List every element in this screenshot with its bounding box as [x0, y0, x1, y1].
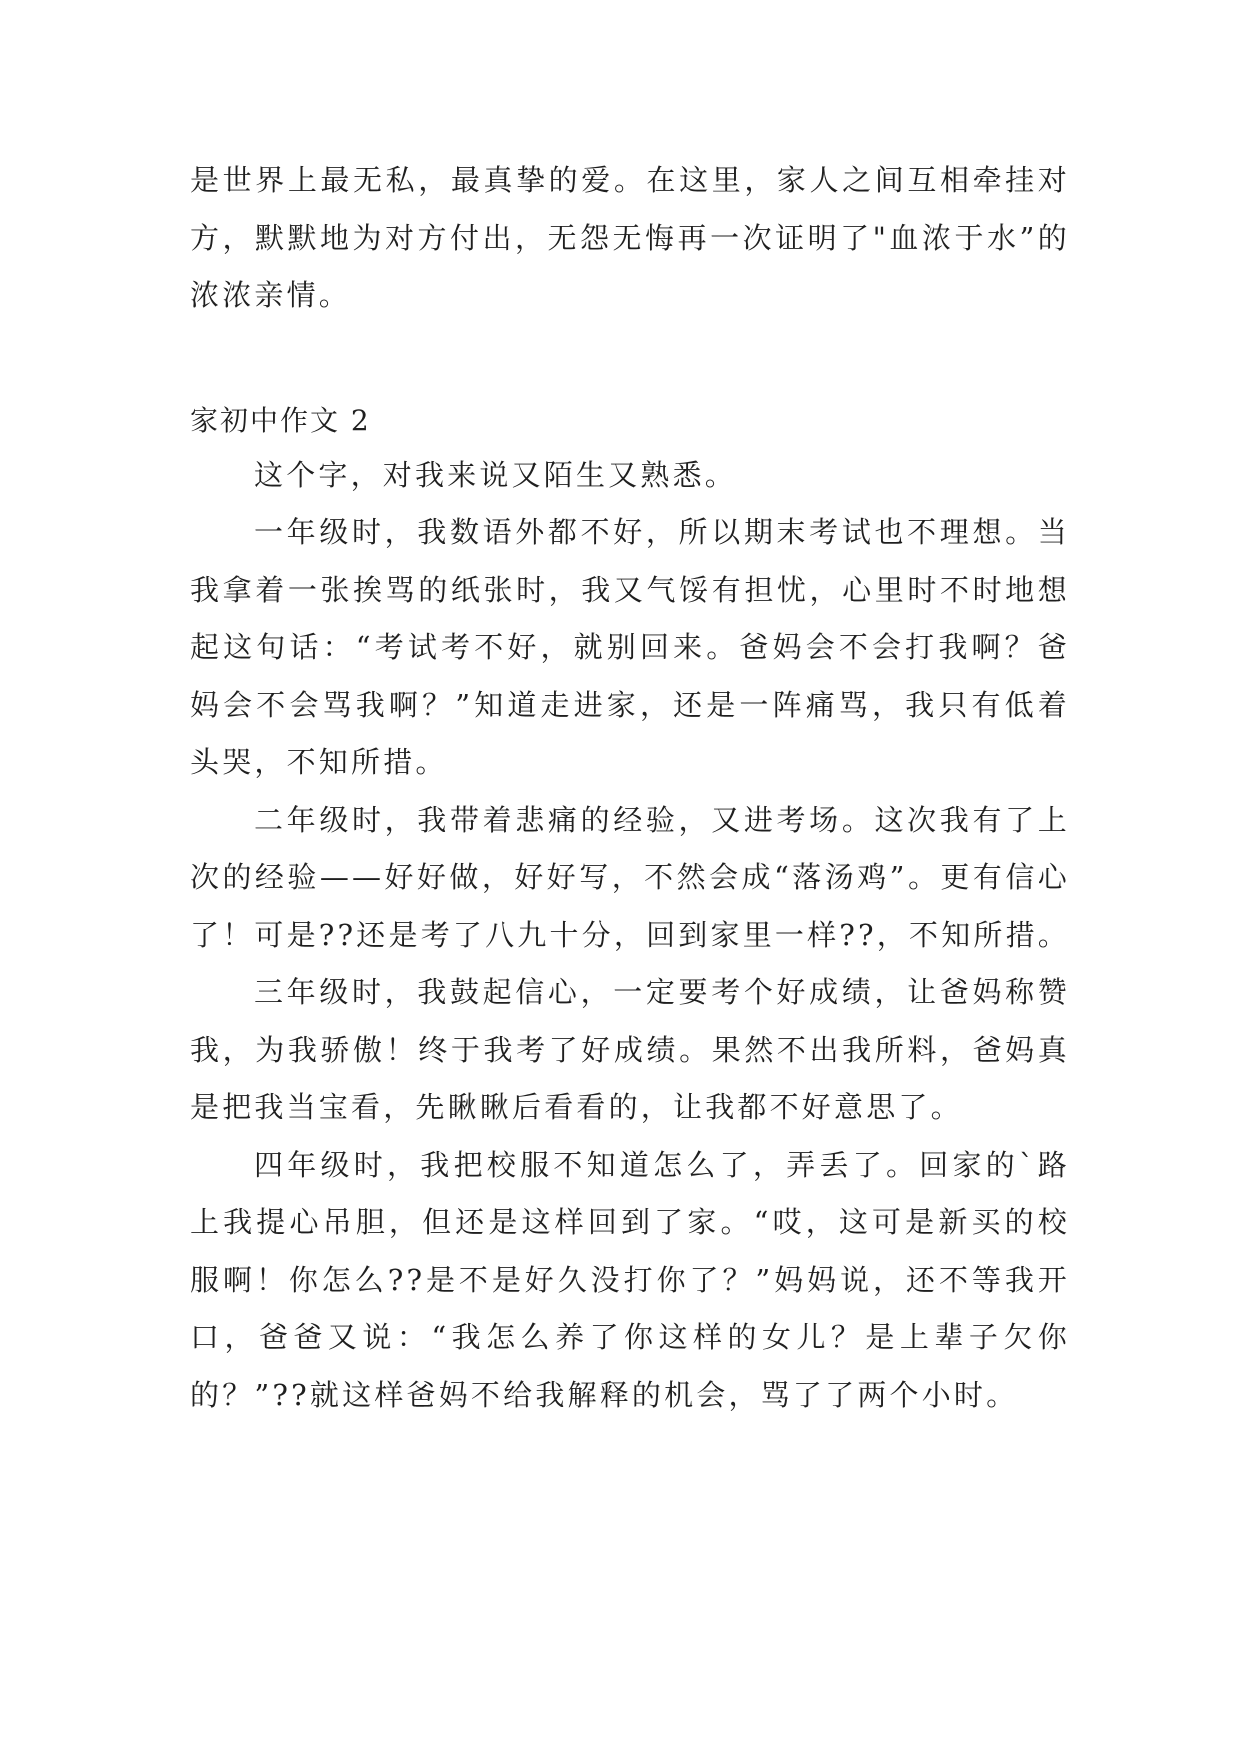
- intro-paragraph: 是世界上最无私，最真挚的爱。在这里，家人之间互相牵挂对方，默默地为对方付出，无怨无悔再一次证明了"血浓于水”的浓浓亲情。: [190, 163, 1070, 312]
- body-paragraph-1: 这个字，对我来说又陌生又熟悉。: [254, 457, 738, 492]
- body-paragraph-5: 四年级时，我把校服不知道怎么了，弄丢了。回家的`路上我提心吊胆，但还是这样回到了家。“哎，这可是新买的校服啊！你怎么??是不是好久没打你了？”妈妈说，还不等我开口，爸爸又说：“我怎么养了你这样的女儿？是上辈子欠你的？”??就这样爸妈不给我解释的机会，骂了了两个小时。: [190, 1147, 1070, 1412]
- body-paragraph-2: 一年级时，我数语外都不好，所以期末考试也不理想。当我拿着一张挨骂的纸张时，我又气馁有担忧，心里时不时地想起这句话：“考试考不好，就别回来。爸妈会不会打我啊？爸妈会不会骂我啊？”知道走进家，还是一阵痛骂，我只有低着头哭，不知所措。: [190, 515, 1070, 779]
- section-title: 家初中作文 2: [190, 403, 371, 437]
- body-paragraph-4: 三年级时，我鼓起信心，一定要考个好成绩，让爸妈称赞我，为我骄傲！终于我考了好成绩。果然不出我所料，爸妈真是把我当宝看，先瞅瞅后看看的，让我都不好意思了。: [190, 975, 1070, 1124]
- document-body: [190, 152, 1070, 1424]
- body-paragraph-3: 二年级时，我带着悲痛的经验，又进考场。这次我有了上次的经验——好好做，好好写，不然会成“落汤鸡”。更有信心了！可是??还是考了八九十分，回到家里一样??，不知所措。: [190, 802, 1070, 952]
